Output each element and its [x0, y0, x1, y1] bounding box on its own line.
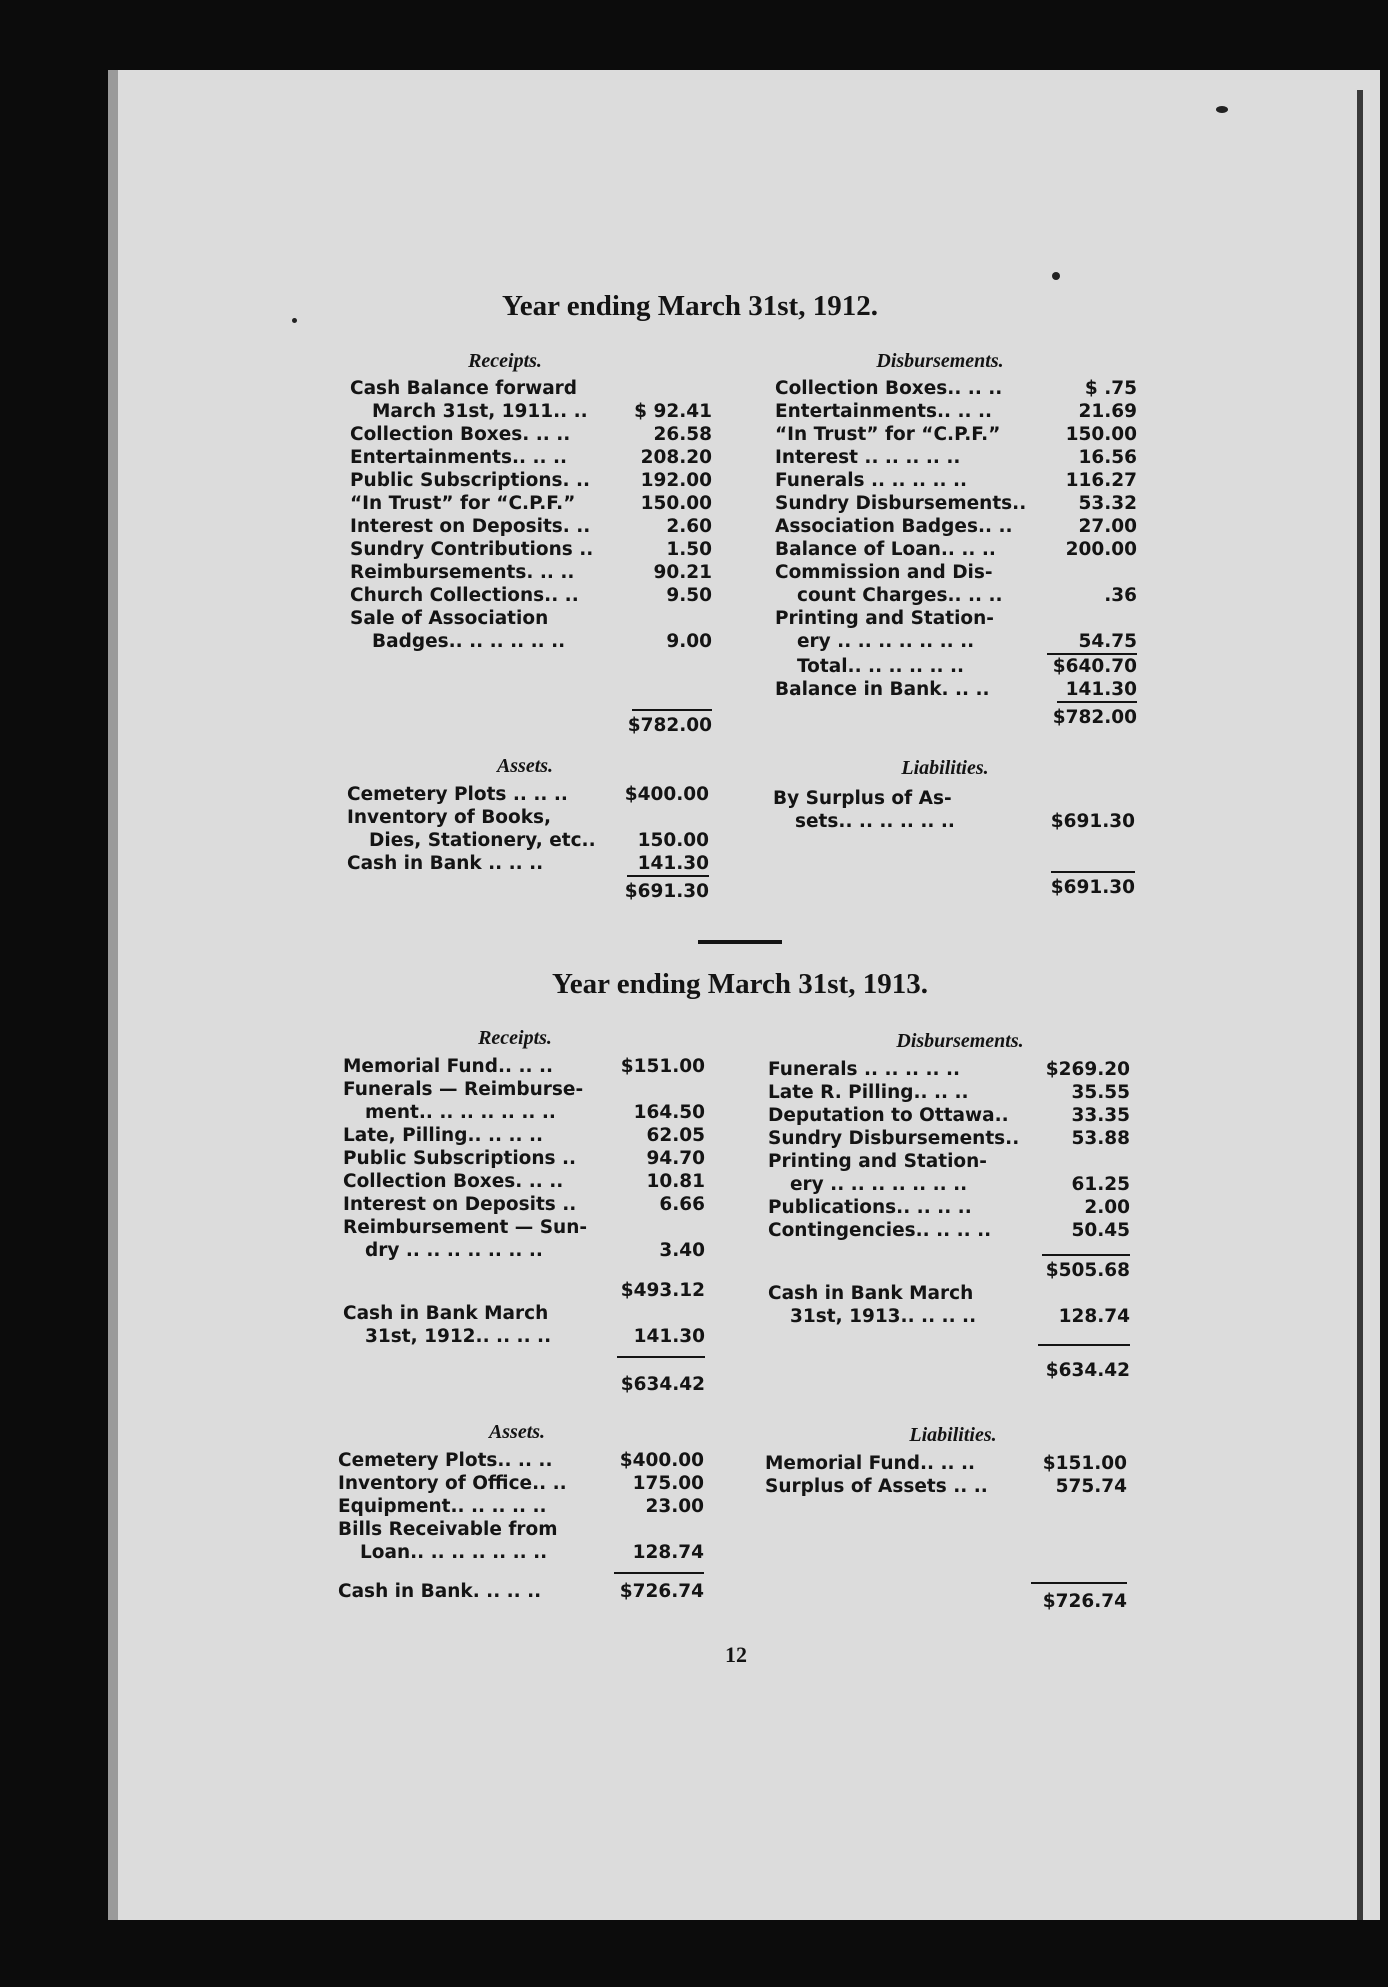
- page-gutter: [1357, 90, 1363, 1920]
- ledger-row: 31st, 1913.. .. .. .. 128.74: [790, 1306, 1130, 1327]
- ledger-row: Publications.. .. .. .. 2.00: [768, 1197, 1130, 1218]
- liabilities-1913-heading: Liabilities.: [909, 1424, 997, 1446]
- ledger-row: Collection Boxes. .. .. 10.81: [343, 1171, 705, 1192]
- speck: [1052, 272, 1060, 280]
- speck: [292, 318, 297, 323]
- ledger-row: March 31st, 1911.. .. $ 92.41: [372, 401, 712, 422]
- liabilities-1913: [765, 1452, 1127, 1613]
- ledger-row: Bills Receivable from: [338, 1519, 558, 1540]
- disbursements-1912-heading: Disbursements.: [876, 350, 1004, 372]
- ledger-row: Interest .. .. .. .. .. 16.56: [775, 447, 1137, 468]
- ledger-row: Public Subscriptions .. 94.70: [343, 1148, 705, 1169]
- ledger-row: Memorial Fund.. .. .. $151.00: [343, 1056, 705, 1077]
- ledger-row: Cash in Bank March: [768, 1283, 974, 1304]
- ledger-row: Badges.. .. .. .. .. .. 9.00: [372, 631, 712, 652]
- liabilities-1913-total: $726.74: [1042, 1591, 1127, 1612]
- ledger-row: 31st, 1912.. .. .. .. 141.30: [365, 1326, 705, 1347]
- ledger-row: sets.. .. .. .. .. .. $691.30: [795, 811, 1135, 832]
- ledger-row: Entertainments.. .. .. 21.69: [775, 401, 1137, 422]
- ledger-row: Printing and Station-: [775, 608, 994, 629]
- ledger-row: Loan.. .. .. .. .. .. .. 128.74: [360, 1542, 704, 1563]
- ledger-row: “In Trust” for “C.P.F.” 150.00: [350, 493, 712, 514]
- disbursements-1913: [768, 1058, 1130, 1382]
- ledger-row: ery .. .. .. .. .. .. .. 54.75: [797, 631, 1137, 652]
- assets-1912-heading: Assets.: [496, 755, 554, 777]
- ledger-row: Reimbursements. .. .. 90.21: [350, 562, 712, 583]
- liabilities-1912-heading: Liabilities.: [901, 757, 989, 779]
- ledger-row: Cemetery Plots.. .. .. $400.00: [338, 1450, 704, 1471]
- ledger-row: Sundry Contributions .. 1.50: [350, 539, 712, 560]
- page-number: 12: [725, 1642, 747, 1667]
- ledger-row: Cash in Bank .. .. .. 141.30: [347, 853, 709, 874]
- ledger-row: Printing and Station-: [768, 1151, 987, 1172]
- receipts-1912-heading: Receipts.: [468, 350, 542, 372]
- ledger-row: Association Badges.. .. 27.00: [775, 516, 1137, 537]
- ledger-row: Commission and Dis-: [775, 562, 993, 583]
- ledger-row: ery .. .. .. .. .. .. .. 61.25: [790, 1174, 1130, 1195]
- ledger-row: Cemetery Plots .. .. .. $400.00: [347, 784, 709, 805]
- disbursements-1912: [775, 377, 1137, 729]
- assets-1913: [338, 1449, 704, 1603]
- ledger-row: Late R. Pilling.. .. .. 35.55: [768, 1082, 1130, 1103]
- receipts-1913-heading: Receipts.: [478, 1027, 552, 1049]
- year-1912-heading: Year ending March 31st, 1912.: [502, 290, 878, 322]
- ledger-row: Collection Boxes. .. .. 26.58: [350, 424, 712, 445]
- receipts-1913-subtotal: $493.12: [620, 1280, 705, 1301]
- receipts-1912-total: $782.00: [627, 715, 712, 736]
- ledger-row: Dies, Stationery, etc.. 150.00: [369, 830, 709, 851]
- total-rule: [1031, 1582, 1127, 1584]
- disbursements-1912-balance: Balance in Bank. .. .. 141.30: [775, 679, 1137, 700]
- assets-1913-heading: Assets.: [488, 1421, 546, 1443]
- ledger-row: Entertainments.. .. .. 208.20: [350, 447, 712, 468]
- total-rule: [1038, 1344, 1130, 1346]
- ledger-row: Interest on Deposits. .. 2.60: [350, 516, 712, 537]
- ledger-row: ment.. .. .. .. .. .. .. 164.50: [365, 1102, 705, 1123]
- year-1913-heading: Year ending March 31st, 1913.: [552, 968, 928, 1000]
- disbursements-1912-total: $782.00: [1052, 707, 1137, 728]
- receipts-1913: [343, 1055, 705, 1396]
- ledger-row: dry .. .. .. .. .. .. .. 3.40: [365, 1240, 705, 1261]
- receipts-1912: [350, 377, 712, 737]
- total-rule: [614, 1572, 704, 1574]
- disbursements-1913-heading: Disbursements.: [896, 1030, 1024, 1052]
- assets-1913-total: Cash in Bank. .. .. .. $726.74: [338, 1581, 704, 1602]
- disbursements-1913-subtotal: $505.68: [1045, 1260, 1130, 1281]
- ledger-row: Church Collections.. .. 9.50: [350, 585, 712, 606]
- ledger-row: Funerals .. .. .. .. .. $269.20: [768, 1059, 1130, 1080]
- ledger-row: Cash Balance forward: [350, 378, 578, 399]
- disbursements-1913-total: $634.42: [1045, 1360, 1130, 1381]
- ledger-row: Inventory of Office.. .. 175.00: [338, 1473, 704, 1494]
- ledger-row: Cash in Bank March: [343, 1303, 549, 1324]
- total-rule: [617, 1356, 705, 1358]
- ledger-row: Collection Boxes.. .. .. $ .75: [775, 378, 1137, 399]
- ledger-row: “In Trust” for “C.P.F.” 150.00: [775, 424, 1137, 445]
- speck: [1216, 106, 1228, 113]
- ledger-row: Contingencies.. .. .. .. 50.45: [768, 1220, 1130, 1241]
- ledger-row: Memorial Fund.. .. .. $151.00: [765, 1453, 1127, 1474]
- receipts-1913-total: $634.42: [620, 1374, 705, 1395]
- ledger-row: Sale of Association: [350, 608, 549, 629]
- assets-1912-total: $691.30: [624, 881, 709, 902]
- ledger-row: Deputation to Ottawa.. 33.35: [768, 1105, 1130, 1126]
- ledger-row: Interest on Deposits .. 6.66: [343, 1194, 705, 1215]
- ledger-row: Funerals — Reimburse-: [343, 1079, 584, 1100]
- ledger-row: Equipment.. .. .. .. .. 23.00: [338, 1496, 704, 1517]
- liabilities-1912: [773, 787, 1135, 899]
- assets-1912: [347, 783, 709, 903]
- ledger-row: Balance of Loan.. .. .. 200.00: [775, 539, 1137, 560]
- ledger-row: Inventory of Books,: [347, 807, 552, 828]
- ledger-row: Reimbursement — Sun-: [343, 1217, 588, 1238]
- ledger-row: Funerals .. .. .. .. .. 116.27: [775, 470, 1137, 491]
- liabilities-1912-total: $691.30: [1050, 877, 1135, 898]
- section-divider: [698, 940, 782, 944]
- ledger-row: By Surplus of As-: [773, 788, 952, 809]
- ledger-row: Public Subscriptions. .. 192.00: [350, 470, 712, 491]
- disbursements-1912-subtotal: Total.. .. .. .. .. .. $640.70: [797, 656, 1137, 677]
- ledger-row: count Charges.. .. .. .36: [797, 585, 1137, 606]
- ledger-row: Sundry Disbursements.. 53.88: [768, 1128, 1130, 1149]
- ledger-row: Surplus of Assets .. .. 575.74: [765, 1476, 1127, 1497]
- ledger-row: Late, Pilling.. .. .. .. 62.05: [343, 1125, 705, 1146]
- ledger-row: Sundry Disbursements.. 53.32: [775, 493, 1137, 514]
